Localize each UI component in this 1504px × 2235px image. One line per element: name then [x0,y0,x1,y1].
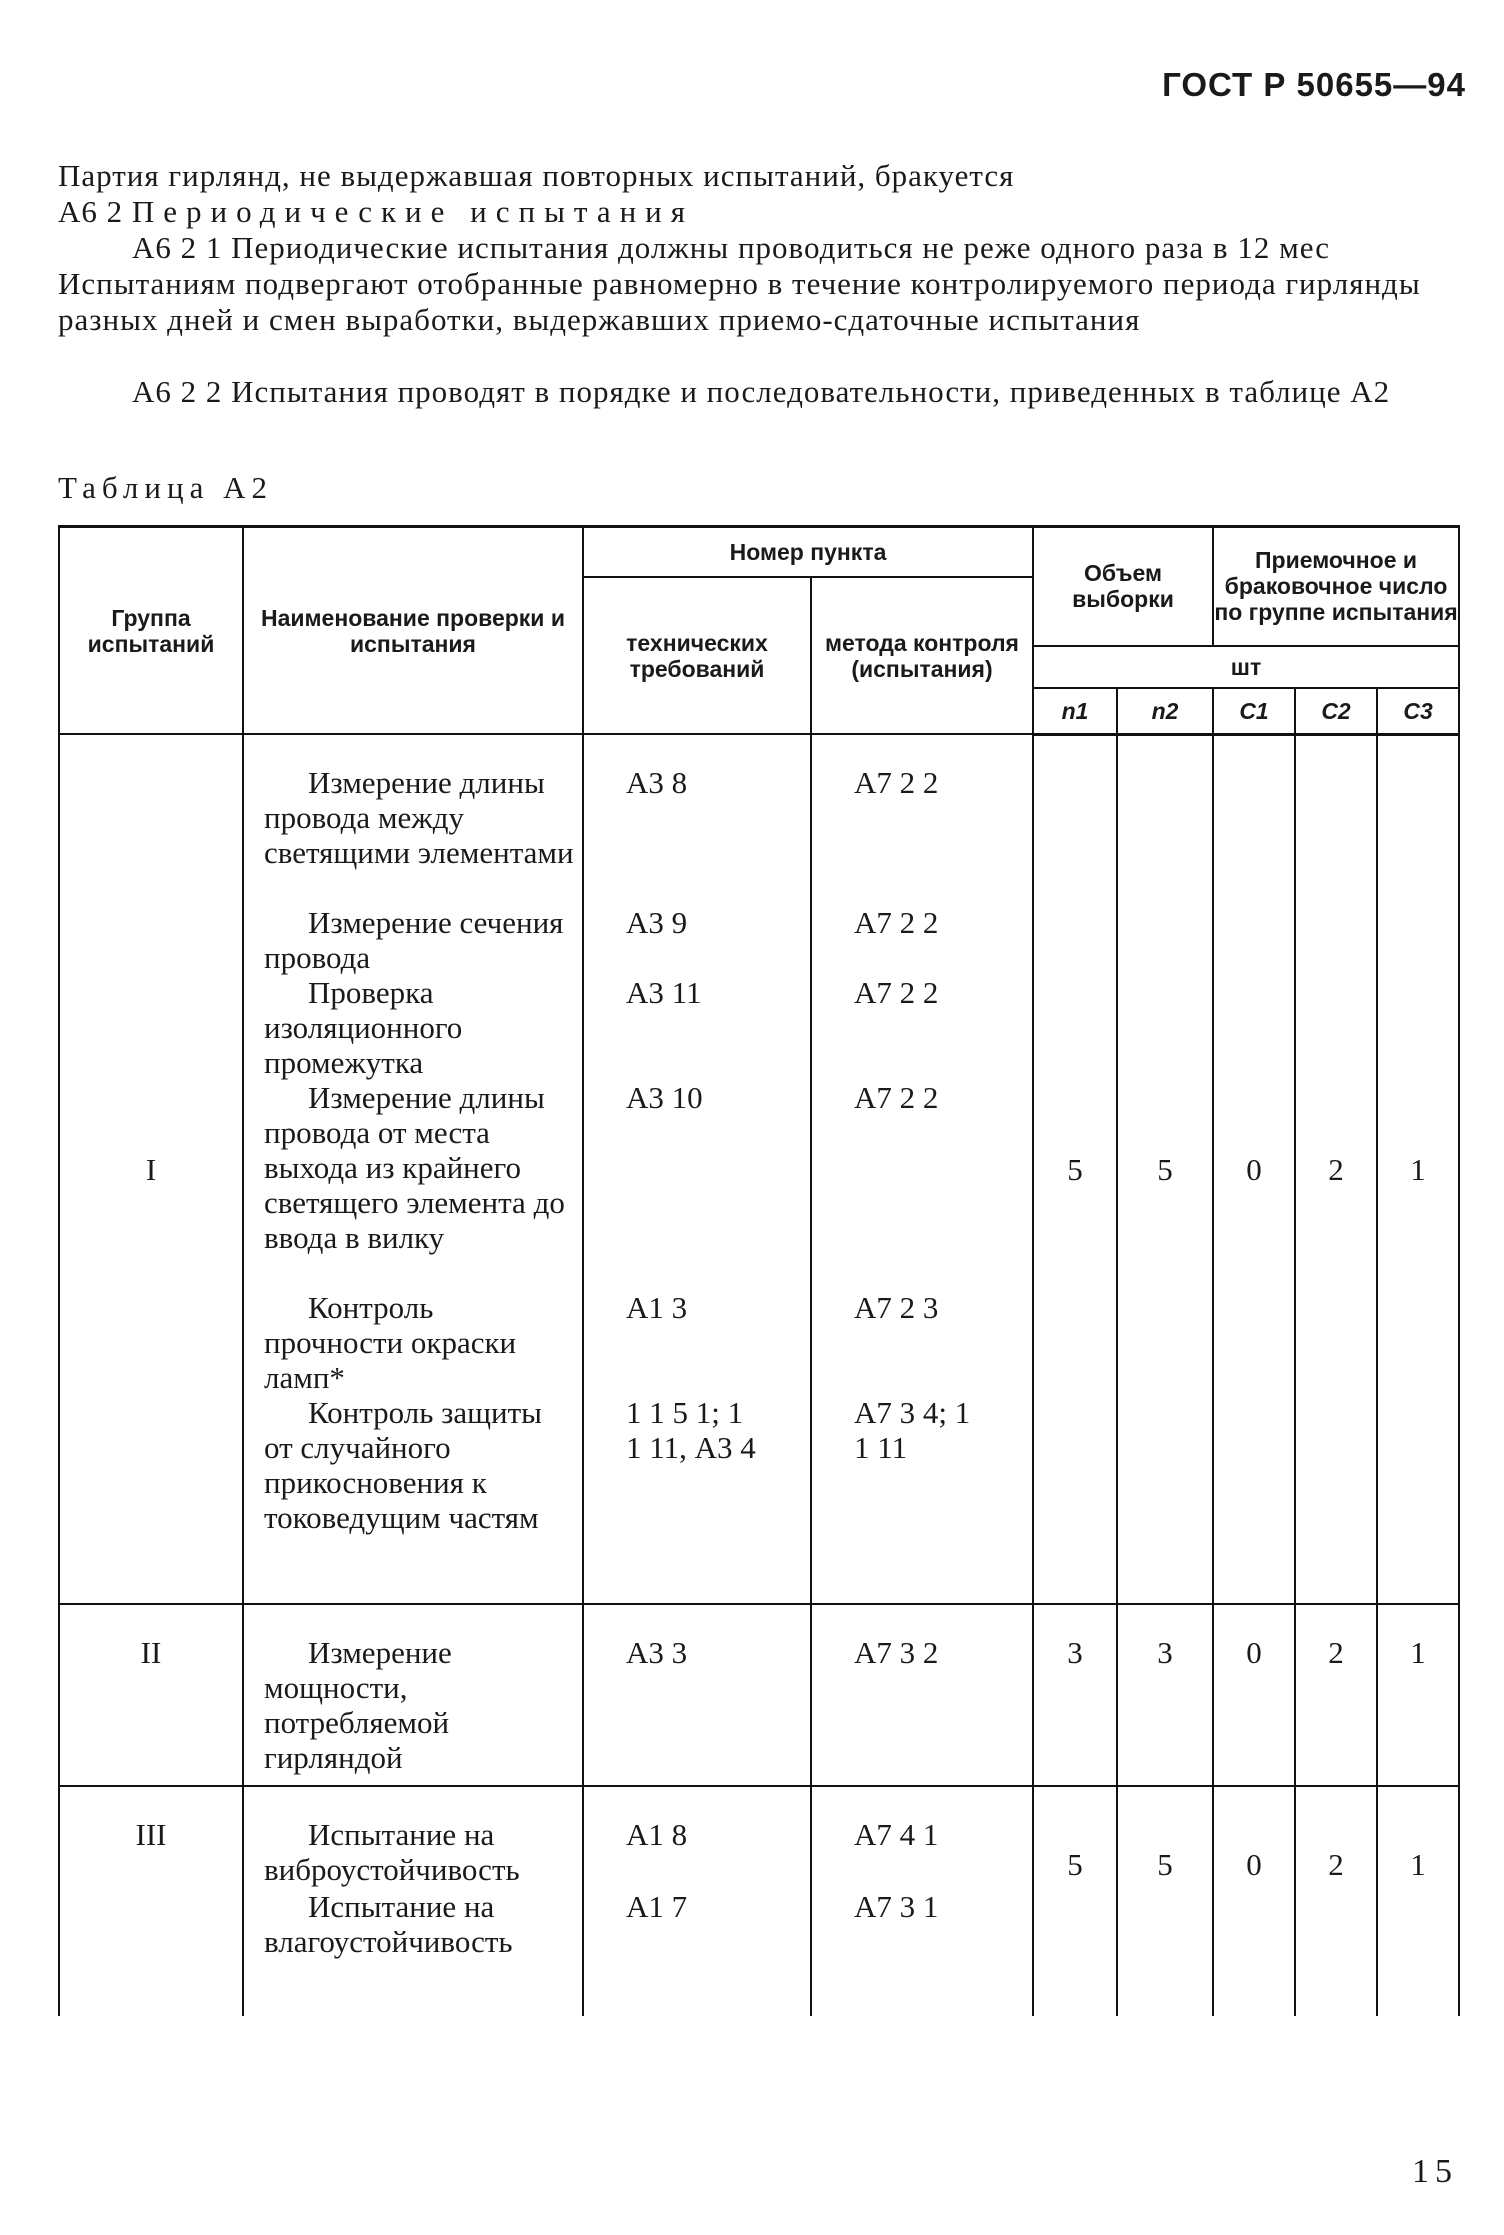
tech-req-ref: 1 1 5 1; 1 1 11, А3 4 [626,1395,756,1465]
value-c1: 0 [1213,1786,1295,2016]
value-c2: 2 [1295,1604,1377,1786]
check-name: Измерение длины провода от места выхода из крайнего светящего элемента до ввода в вилку [264,1080,565,1255]
tech-req-ref: А1 3 [626,1290,688,1325]
method-refs [811,1786,1033,2016]
col-header-group: Группа испытаний [59,527,243,735]
method-ref: А7 2 3 [854,1290,939,1325]
page-number: 15 [1412,2153,1458,2190]
method-ref: А7 2 2 [854,765,939,800]
check-name: Испытание на виброустойчивость [264,1817,520,1887]
col-header-name: Наименование проверки и испытания [243,527,583,735]
group-label: III [59,1786,243,2016]
group-label: I [59,734,243,1604]
col-header-sample-size: Объем выборки [1033,527,1213,646]
col-header-n1: n1 [1033,688,1117,735]
method-ref: А7 3 1 [854,1889,939,1924]
col-header-accept-reject: Приемочное и браковочное число по группе испытания [1213,527,1459,646]
tech-req-refs [583,734,811,1604]
col-header-unit: шт [1033,646,1459,688]
value-n1: 3 [1033,1604,1117,1786]
tech-req-refs [583,1786,811,2016]
col-header-n2: n2 [1117,688,1213,735]
tech-req-ref: А3 8 [626,765,688,800]
value-n1: 5 [1033,1786,1117,2016]
check-names [243,1604,583,1786]
standard-code: ГОСТ Р 50655—94 [1162,66,1466,103]
tech-req-refs [583,1604,811,1786]
value-c2: 2 [1295,734,1377,1604]
check-name: Контроль прочности окраски ламп* [264,1290,517,1395]
tech-req-ref: А3 3 [626,1635,688,1670]
method-refs [811,1604,1033,1786]
check-name: Контроль защиты от случайного прикосновения к токоведущим частям [264,1395,542,1535]
section-title: Периодические испытания [131,194,695,229]
method-ref: А7 3 2 [854,1635,939,1670]
check-name: Испытание на влагоустойчивость [264,1889,513,1959]
check-names [243,1786,583,2016]
value-n2: 5 [1117,734,1213,1604]
method-ref: А7 2 2 [854,975,939,1010]
table-row-group-1 [59,734,1459,1604]
method-ref: А7 2 2 [854,905,939,940]
section-heading-periodic [58,194,1454,230]
table-a2 [58,525,1458,2075]
group-label: II [59,1604,243,1786]
check-names [243,734,583,1604]
col-header-c1: C1 [1213,688,1295,735]
tech-req-ref: А1 7 [626,1889,688,1924]
col-header-c2: C2 [1295,688,1377,735]
value-n2: 5 [1117,1786,1213,2016]
value-c3: 1 [1377,1604,1459,1786]
col-header-point-number: Номер пункта [583,527,1033,578]
method-ref: А7 3 4; 1 1 11 [854,1395,971,1465]
tech-req-ref: А3 11 [626,975,702,1010]
paragraph-order: А6 2 2 Испытания проводят в порядке и последовательности, приведенных в таблице А2 [132,374,1391,409]
tech-req-ref: А3 10 [626,1080,703,1115]
value-c1: 0 [1213,734,1295,1604]
method-ref: А7 4 1 [854,1817,939,1852]
method-ref: А7 2 2 [854,1080,939,1115]
value-c1: 0 [1213,1604,1295,1786]
tech-req-ref: А1 8 [626,1817,688,1852]
value-c3: 1 [1377,1786,1459,2016]
paragraph-periodic-frequency: А6 2 1 Периодические испытания должны проводиться не реже одного раза в 12 мес Испытаниям подвергают отобранные равномерно в течение контролируемого периода гирлянды разных дней и смен выработки, выдержавших приемо-сдаточные испытания [58,230,1421,337]
section-number: А6 2 [58,194,124,229]
col-header-method: метода контроля (испытания) [811,577,1033,734]
check-name: Проверка изоляционного промежутка [264,975,463,1080]
check-name: Измерение сечения провода [264,905,564,975]
check-name: Измерение длины провода между светящими элементами [264,765,574,870]
col-header-tech-req: технических требований [583,577,811,734]
value-n1: 5 [1033,734,1117,1604]
value-c2: 2 [1295,1786,1377,2016]
table-row-group-2 [59,1604,1459,1786]
col-header-c3: C3 [1377,688,1459,735]
paragraph-batch-rejected: Партия гирлянд, не выдержавшая повторных испытаний, бракуется [58,158,1015,193]
table-row-group-3 [59,1786,1459,2016]
table-caption: Таблица А2 [58,470,273,505]
check-name: Измерение мощности, потребляемой гирляндой [264,1635,452,1775]
tech-req-ref: А3 9 [626,905,688,940]
value-n2: 3 [1117,1604,1213,1786]
method-refs [811,734,1033,1604]
value-c3: 1 [1377,734,1459,1604]
